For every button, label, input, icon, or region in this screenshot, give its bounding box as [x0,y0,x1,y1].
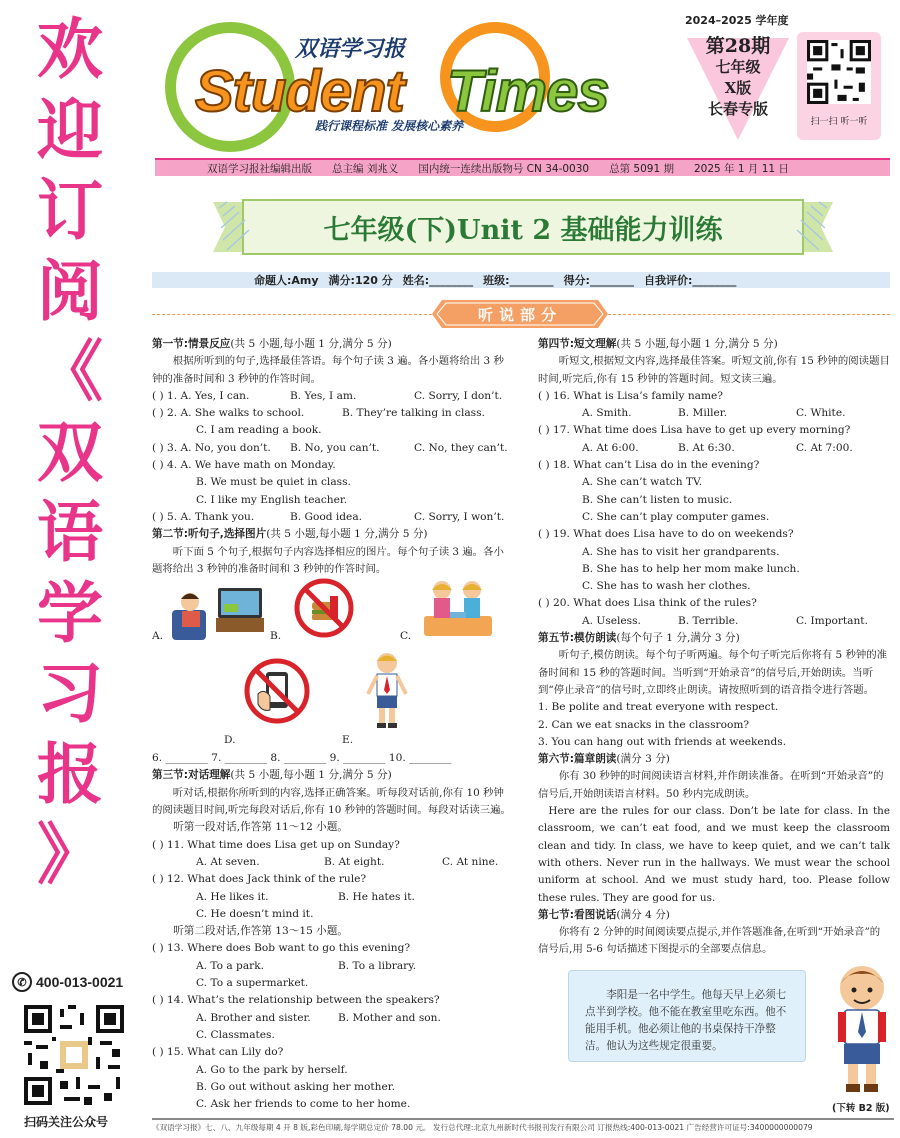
section-7-note: (满分 4 分) [616,908,670,921]
paper-name-cn: 双语学习报 [295,37,406,62]
picture-d-label: D. [224,734,236,747]
section-4-note: (共 5 小题,每小题 1 分,满分 5 分) [616,338,778,350]
q14-option-b[interactable]: B. Mother and son. [338,1011,441,1024]
banner-char: 》 [37,816,103,893]
q4-option-c[interactable]: C. I like my English teacher. [196,493,348,506]
q20-option-b[interactable]: B. Terrible. [678,614,739,627]
picture-c-cleaning[interactable] [420,578,496,640]
section-1-heading: 第一节:情景反应 [152,338,231,350]
side-banner [0,0,140,1138]
banner-char: 阅 [37,252,103,330]
author: 命题人:Amy [254,274,319,287]
q13-option-a[interactable]: A. To a park. [196,959,265,972]
q18-option-c[interactable]: C. She can’t play computer games. [582,510,770,523]
q12-option-a[interactable]: A. He likes it. [196,890,269,903]
logo-student: Student [195,59,404,124]
picture-b-no-eating[interactable] [294,578,354,638]
q11-option-b[interactable]: B. At eight. [324,855,385,868]
section-1-intro: 根据所听到的句子,选择最佳答语。每个句子读 3 遍。各小题将给出 3 秒钟的准备时间和 3 秒钟的作答时间。 [152,355,504,385]
q19-option-a[interactable]: A. She has to visit her grandparents. [582,545,780,558]
question-19: ( ) 19. What does Lisa have to do on weekends? [538,528,794,541]
speaking-prompt-text: 李阳是一名中学生。他每天早上必须七点半到学校。他不能在教室里吃东西。他不能用手机。他必须让他的书桌保持干净整洁。他认为这些规定很重要。 [585,989,787,1052]
picture-e-school-uniform[interactable] [364,650,410,730]
banner-char: 双 [37,413,103,491]
banner-char: 学 [37,574,103,652]
section-2-note: (共 5 小题,每小题 1 分,满分 5 分) [266,528,428,541]
banner-char: 语 [37,494,103,571]
section-5-intro: 听句子,模仿朗读。每个句子听两遍。每个句子听完后你将有 5 秒钟的准备时间和 15 秒的答题时间。当听到“开始录音”的信号后,开始朗读。当听到“停止录音”的信号时,立即终止朗读。请按照听到的语音指令进行答题。 [538,649,888,696]
question-20: ( ) 20. What does Lisa think of the rules? [538,597,757,610]
q5-option-c[interactable]: C. Sorry, I won’t. [414,510,505,523]
q1-option-c[interactable]: C. Sorry, I don’t. [414,389,503,402]
hotline-number: 400-013-0021 [36,974,124,990]
q16-option-a[interactable]: A. Smith. [582,407,632,420]
question-2 [152,405,512,422]
q17-option-a[interactable]: A. At 6:00. [582,441,639,454]
issue-info [683,36,793,120]
masthead [155,10,895,160]
section-label-text: 听说部分 [477,306,562,324]
publication-bar [155,158,890,176]
name-field[interactable]: 姓名:________ [402,274,474,287]
section-6-heading: 第六节:篇章朗读 [538,753,617,766]
section-3-note: (共 5 小题,每小题 1 分,满分 5 分) [230,769,392,782]
info-bar [152,272,890,288]
issue-date: 2025 年 1 月 11 日 [693,162,789,175]
logo-times: Times [447,59,609,124]
banner-char: 《 [37,333,103,410]
question-12: ( ) 12. What does Jack think of the rule? [152,873,367,886]
read-sentence-2: 2. Can we eat snacks in the classroom? [538,718,750,731]
full-score: 满分:120 分 [328,274,393,287]
picture-a-label: A. [152,630,164,643]
q3-option-a[interactable]: ( ) 3. A. No, you don’t. [152,441,271,454]
slogan: 践行课程标准 发展核心素养 [315,119,464,133]
q5-option-a[interactable]: ( ) 5. A. Thank you. [152,510,255,523]
question-14: ( ) 14. What’s the relationship between the speakers? [152,994,440,1007]
student-illustration [826,958,898,1098]
picture-a-watching-tv[interactable] [166,584,266,644]
q2-option-b[interactable]: B. They’re talking in class. [342,407,485,420]
class-field[interactable]: 班级:________ [483,274,554,287]
picture-c-label: C. [400,630,412,643]
read-sentence-1: 1. Be polite and treat everyone with respect. [538,701,779,714]
listen-qr-code[interactable] [807,40,871,104]
q3-option-c[interactable]: C. No, they can’t. [414,441,508,454]
section-1-note: (共 5 小题,每小题 1 分,满分 5 分) [230,338,392,350]
section-3-intro: 听对话,根据你所听到的内容,选择正确答案。听每段对话前,你有 10 秒钟的阅读题目时间,听完每段对话后,你有 10 秒钟的答题时间。每段对话读三遍。 [152,786,511,817]
question-17: ( ) 17. What time does Lisa have to get up every morning? [538,424,851,437]
q14-option-a[interactable]: A. Brother and sister. [196,1011,311,1024]
qr-top-caption: 扫一扫 听一听 [810,117,868,127]
q16-option-b[interactable]: B. Miller. [678,407,728,420]
question-18: ( ) 18. What can’t Lisa do in the evening? [538,459,760,472]
q4-option-a[interactable]: ( ) 4. A. We have math on Monday. [152,459,336,472]
banner-char: 习 [37,655,103,732]
listen-qr-panel[interactable] [797,32,881,140]
q18-option-b[interactable]: B. She can’t listen to music. [582,493,733,506]
q19-option-c[interactable]: C. She has to wash her clothes. [582,580,751,593]
section-5-note: (每个句子 1 分,满分 3 分) [616,632,740,645]
reading-passage: Here are the rules for our class. Don’t be late for class. In the classroom, we can’t eat food, and we must keep the classroom clean and tidy. In class, we have to keep quiet, and we can’t talk with others. Never run in the hallways. We must wear the school uniform at school. And we must study hard, too. Please follow these rules. They are good for us. [538,805,890,904]
q1-option-b[interactable]: B. Yes, I am. [290,389,357,402]
banner-char: 报 [37,735,103,813]
dialogue-2-note: 听第二段对话,作答第 13～15 小题。 [173,925,348,938]
subscribe-banner-title [30,10,110,896]
school-year: 2024–2025 学年度 [685,14,789,27]
question-3 [152,440,512,457]
q5-option-b[interactable]: B. Good idea. [290,510,363,523]
section-2-intro: 听下面 5 个句子,根据句子内容选择相应的图片。每个句子读 3 遍。各小题将给出 3 秒钟的准备时间和 3 秒钟的作答时间。 [152,545,504,575]
section-6-intro: 你有 30 秒钟的时间阅读语言材料,并作朗读准备。在听到“开始录音”的信号后,开始朗读语言材料。50 秒内完成朗读。 [538,770,884,800]
question-5 [152,509,512,526]
picture-d-no-phone[interactable] [244,658,310,724]
question-16: ( ) 16. What is Lisa’s family name? [538,389,723,402]
left-column [152,336,512,1113]
section-label [432,300,608,328]
q20-option-a[interactable]: A. Useless. [582,614,641,627]
read-sentence-3: 3. You can hang out with friends at weekends. [538,735,787,748]
chief-editor: 总主编 刘兆义 [332,162,399,175]
q13-option-b[interactable]: B. To a library. [338,959,417,972]
score-field[interactable]: 得分:________ [563,274,634,287]
self-eval-field[interactable]: 自我评价:________ [643,274,737,287]
q12-option-c[interactable]: C. He doesn’t mind it. [196,907,314,920]
q3-option-b[interactable]: B. No, you can’t. [290,441,380,454]
q15-option-b[interactable]: B. Go out without asking her mother. [196,1080,396,1093]
banner-char: 订 [37,172,103,249]
section-7-heading: 第七节:看图说话 [538,908,617,921]
banner-char: 迎 [37,91,103,169]
question-13: ( ) 13. Where does Bob want to go this evening? [152,942,411,955]
q20-option-c[interactable]: C. Important. [796,614,868,627]
footer: 《双语学习报》七、八、九年级每期 4 开 8 版,彩色印刷,每学期总定价 78.00 元。 发行总代理:北京九州新时代书报刊发行有限公司 订报热线:400-013-0021 广告经营许可证号:3400000000079 [152,1118,894,1133]
q18-option-a[interactable]: A. She can’t watch TV. [582,476,703,489]
wechat-qr-code[interactable] [24,1005,124,1105]
qr-caption: 扫码关注公众号 [24,1115,109,1129]
section-7-intro: 你将有 2 分钟的时间阅读要点提示,并作答题准备,在听到“开始录音”的信号后,用 5-6 句话描述下图提示的全部要点信息。 [538,926,881,956]
right-column [538,336,890,959]
speaking-prompt-box [568,970,806,1062]
q13-option-c[interactable]: C. To a supermarket. [196,977,309,990]
section-6-note: (满分 3 分) [616,753,670,766]
title-banner [213,198,833,256]
page-title: 七年级(下)Unit 2 基础能力训练 [323,215,723,246]
picture-e-label: E. [342,734,354,747]
question-1 [152,388,512,405]
section-3-heading: 第三节:对话理解 [152,769,231,782]
picture-choices [152,578,512,750]
question-11: ( ) 11. What time does Lisa get up on Sunday? [152,838,400,851]
total-issue: 总第 5091 期 [609,162,674,175]
answer-blanks-6-10[interactable]: 6. ________ 7. ________ 8. ________ 9. ________ 10. ________ [152,752,452,765]
publisher: 双语学习报社编辑出版 [207,162,312,175]
q11-option-c[interactable]: C. At nine. [442,855,499,868]
q11-option-a[interactable]: A. At seven. [196,855,260,868]
q17-option-c[interactable]: C. At 7:00. [796,441,853,454]
issue-number: 第28期 [705,35,771,57]
q4-option-b[interactable]: B. We must be quiet in class. [196,476,351,489]
issue-grade: 七年级 [715,58,761,76]
section-5-heading: 第五节:模仿朗读 [538,632,617,645]
section-4-intro: 听短文,根据短文内容,选择最佳答案。听短文前,你有 15 秒钟的阅读题目时间,听完后,你有 15 秒钟的答题时间。短文读三遍。 [538,355,890,385]
q16-option-c[interactable]: C. White. [796,407,846,420]
divider-right [608,314,890,315]
q2-option-a[interactable]: ( ) 2. A. She walks to school. [152,407,305,420]
dialogue-1-note: 听第一段对话,作答第 11～12 小题。 [173,821,348,834]
q19-option-b[interactable]: B. She has to help her mom make lunch. [582,562,800,575]
issue-edition: X版 [724,79,752,97]
question-15: ( ) 15. What can Lily do? [152,1046,284,1059]
phone-icon: ✆ [12,972,32,992]
q12-option-b[interactable]: B. He hates it. [338,890,415,903]
banner-char: 欢 [37,11,103,88]
hotline [12,970,137,994]
q15-option-a[interactable]: A. Go to the park by herself. [196,1063,348,1076]
q2-option-c[interactable]: C. I am reading a book. [196,424,322,437]
q1-option-a[interactable]: ( ) 1. A. Yes, I can. [152,389,250,402]
issue-special: 长春专版 [707,100,768,118]
q15-option-c[interactable]: C. Ask her friends to come to her home. [196,1098,411,1111]
section-2-heading: 第二节:听句子,选择图片 [152,528,267,541]
cn-number: 国内统一连续出版物号 CN 34-0030 [418,162,590,175]
picture-b-label: B. [270,630,282,643]
divider-left [152,314,432,315]
continued-note: (下转 B2 版) [832,1103,890,1114]
q14-option-c[interactable]: C. Classmates. [196,1028,275,1041]
q17-option-b[interactable]: B. At 6:30. [678,441,735,454]
section-4-heading: 第四节:短文理解 [538,338,617,350]
